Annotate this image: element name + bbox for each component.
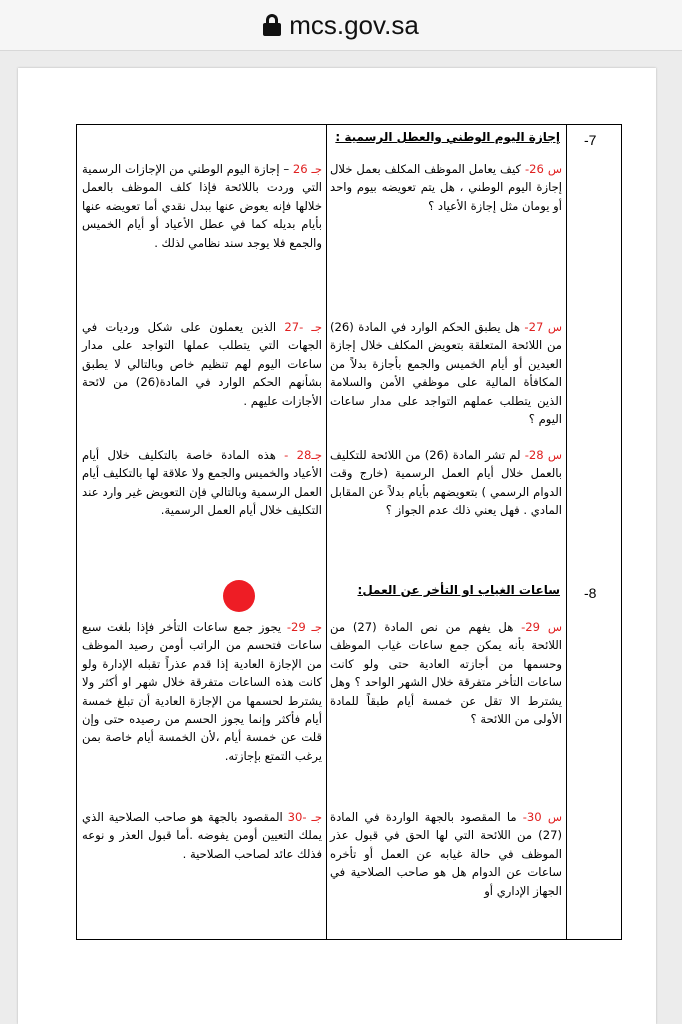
question-text: كيف يعامل الموظف المكلف بعمل خلال إجازة اليوم الوطني ، هل يتم تعويضه بيوم واحد أو يومان مثل إجازة الأعياد ؟ [330,162,562,213]
question-27 [330,318,562,428]
column-divider-number [566,124,567,940]
question-29 [330,618,562,728]
question-label: س 28- [524,448,562,462]
answer-text: يجوز جمع ساعات التأخر فإذا بلغت سبع ساعات فتحسم من الراتب أومن رصيد الموظف من الإجازة العادية إذا قدم عذراً تقبله الإدارة ولو كانت هذه الساعات متفرقة خلال شهر او أكثر ولا يشترط لحسمها من الإجازة العادية أن تبلغ خمسة أيام فأكثر وإنما يجوز الحسم من رصيده حتى وإن قلت عن خمسة أيام ،لأن الخمسة أيام خاصة بمن يرغب التمتع بإجازته. [82,620,322,763]
answer-26 [82,160,322,252]
column-divider-middle [326,124,327,940]
answer-28 [82,446,322,520]
section-number: -7 [584,132,597,148]
answer-label: جـ -27 [284,320,322,334]
question-28 [330,446,562,520]
answer-30 [82,808,322,863]
answer-29 [82,618,322,765]
question-text: هل يطبق الحكم الوارد في المادة (26) من اللائحة المتعلقة بتعويض المكلف خلال إجازة العيدين أو أيام الخميس والجمع بأجازة بدلاً من المكافأة المالية على موظفي الأمن والسلامة الذين يتطلب عملهم التواجد على مدار ساعات اليوم ؟ [330,320,562,427]
answer-text: – إجازة اليوم الوطني من الإجازات الرسمية التي وردت باللائحة فإذا كلف الموظف بالعمل خلالها فإنه يعوض عنها ببدل نقدي أما تعويضه عنها بأيام بديله كما في عطل الأعياد أو أيام الخميس والجمع فلا يوجد سند نظامي لذلك . [82,162,322,250]
question-label: س 30- [522,810,562,824]
answer-label: جـ28 - [284,448,322,462]
answer-label: جـ 29- [286,620,323,634]
url-text: mcs.gov.sa [289,9,419,40]
lock-icon [263,14,281,36]
browser-address-bar[interactable] [0,0,682,51]
red-dot-marker [223,580,255,612]
question-26 [330,160,562,215]
answer-text: هذه المادة خاصة بالتكليف خلال أيام الأعياد والخميس والجمع ولا علاقة لها بالتكليف أيام العمل الرسمية وبالتالي فإن التعويض غير وارد عند التكليف خلال أيام العمل الرسمية. [82,448,322,518]
url-display[interactable] [263,10,419,41]
question-text: لم تشر المادة (26) من اللائحة للتكليف بالعمل خلال أيام العمل الرسمية (خارج وقت الدوام الرسمي ) بتعويضهم بأيام بدلاً عن المقابل المادي . فهل يعني ذلك عدم الجواز ؟ [330,448,562,518]
answer-text: المقصود بالجهة هو صاحب الصلاحية الذي يملك التعيين أومن يفوضه .أما قبول العذر و نوعه فذلك عائد لصاحب الصلاحية . [82,810,322,861]
question-text: هل يفهم من نص المادة (27) من اللائحة بأنه يمكن جمع ساعات غياب الموظف وحسمها من أجازته العادية حتى ولو كانت ساعات التأخر متفرقة خلال الشهر الواحد ؟ وهل يشترط الا تقل عن خمسة أيام طبقاً للمادة الأولى من اللائحة ؟ [330,620,562,727]
question-label: س 27- [524,320,562,334]
section-title: إجازة اليوم الوطني والعطل الرسمية : [335,130,560,144]
answer-label: جـ 26 [292,162,323,176]
answer-label: جـ -30 [287,810,323,824]
question-label: س 26- [524,162,562,176]
question-text: ما المقصود بالجهة الواردة في المادة (27) من اللائحة التي لها الحق في قبول عذر الموظف في حالة غيابه عن العمل أو تأخره ساعات عن الدوام هل هو صاحب الصلاحية في الجهاز الإداري أو [330,810,562,898]
answer-text: الذين يعملون على شكل ورديات في الجهات التي يتطلب عملها التواجد على مدار ساعات اليوم لهم تنظيم خاص وبالتالي لا يطبق بشأنهم الحكم الوارد في المادة(26) من لائحة الأجازات عليهم . [82,320,323,408]
section-title: ساعات الغياب او التأخر عن العمل: [357,583,560,597]
question-30 [330,808,562,900]
question-label: س 29- [521,620,563,634]
answer-27 [82,318,322,410]
section-number: -8 [584,585,597,601]
